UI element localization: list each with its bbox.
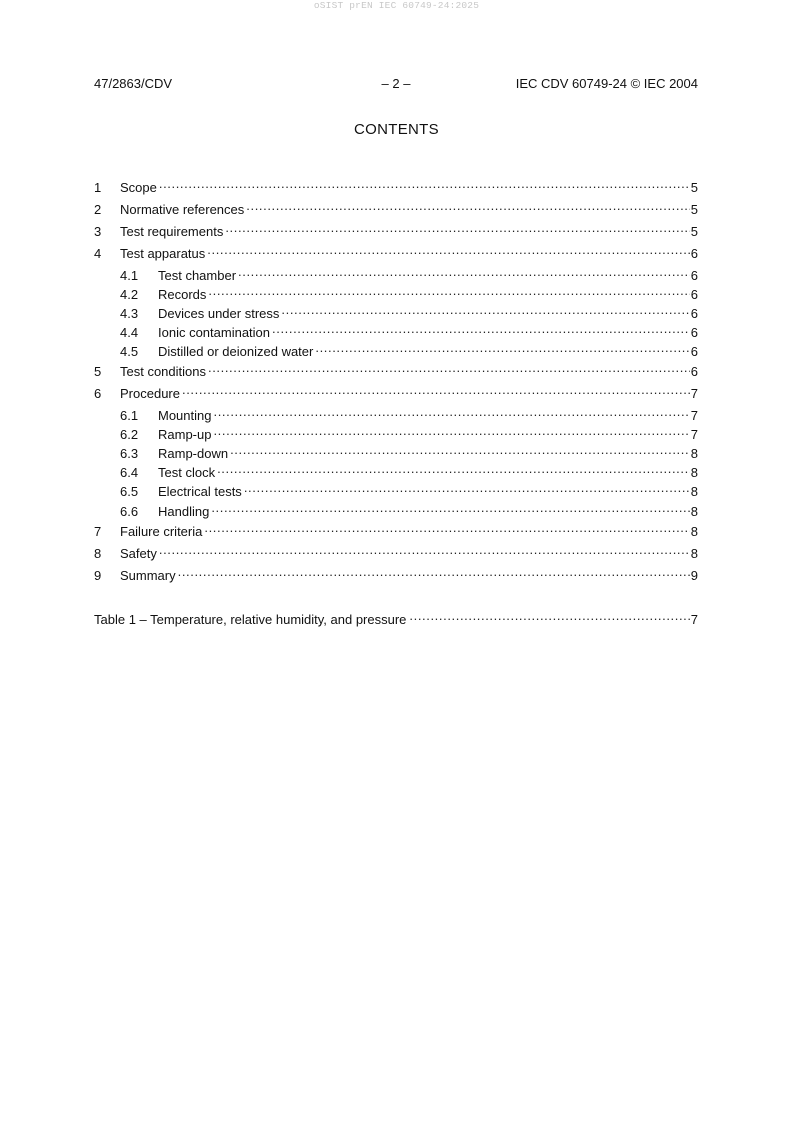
toc-entry-title: Summary: [120, 568, 176, 583]
toc-entry-page: 8: [690, 465, 698, 480]
toc-entry-page: 8: [690, 484, 698, 499]
toc-dot-leader: [208, 283, 689, 299]
toc-entry[interactable]: [120, 340, 698, 359]
toc-entry-page: 5: [690, 202, 698, 217]
toc-entry[interactable]: [120, 283, 698, 302]
toc-entry-title: Handling: [158, 504, 210, 519]
toc-entry-page: 8: [690, 524, 698, 539]
toc-entry-number: 8: [94, 546, 102, 561]
toc-dot-leader: [315, 340, 689, 356]
page-number: – 2 –: [381, 76, 411, 91]
toc-entry-title: Safety: [120, 546, 157, 561]
toc-dot-leader: [204, 520, 689, 536]
toc-dot-leader: [159, 542, 690, 558]
toc-entry-title: Test conditions: [120, 364, 206, 379]
toc-entry-page: 7: [690, 386, 698, 401]
toc-entry[interactable]: [120, 500, 698, 519]
toc-entry-number: 6.5: [120, 484, 139, 499]
toc-entry[interactable]: [94, 382, 698, 401]
toc-entry[interactable]: [120, 461, 698, 480]
toc-entry[interactable]: [120, 321, 698, 340]
toc-entry-page: 8: [690, 504, 698, 519]
toc-entry-title: Test requirements: [120, 224, 224, 239]
toc-entry-number: 6.3: [120, 446, 139, 461]
toc-dot-leader: [217, 461, 690, 477]
toc-entry-page: 7: [690, 427, 698, 442]
toc-entry-title: Devices under stress: [158, 306, 280, 321]
toc-entry-page: 6: [690, 344, 698, 359]
toc-entry-number: 9: [94, 568, 102, 583]
toc-entry[interactable]: [94, 220, 698, 239]
toc-entry[interactable]: [94, 360, 698, 379]
toc-entry-number: 4.1: [120, 268, 139, 283]
toc-entry[interactable]: [120, 302, 698, 321]
toc-entry[interactable]: [120, 404, 698, 423]
toc-dot-leader: [213, 423, 689, 439]
toc-entry[interactable]: [120, 423, 698, 442]
contents-heading: CONTENTS: [354, 121, 439, 138]
toc-dot-leader: [211, 500, 689, 516]
table-list-entry[interactable]: [94, 608, 698, 627]
toc-entry-title: Scope: [120, 180, 157, 195]
toc-dot-leader: [230, 442, 690, 458]
toc-dot-leader: [178, 564, 690, 580]
toc-entry-number: 4: [94, 246, 102, 261]
toc-entry-number: 2: [94, 202, 102, 217]
toc-entry-number: 6.6: [120, 504, 139, 519]
toc-entry-page: 6: [690, 364, 698, 379]
toc-entry-number: 3: [94, 224, 102, 239]
toc-entry-number: 6.4: [120, 465, 139, 480]
toc-entry-title: Ionic contamination: [158, 325, 271, 340]
toc-entry-number: 6.2: [120, 427, 139, 442]
standard-copyright: IEC CDV 60749-24 © IEC 2004: [515, 76, 698, 91]
toc-dot-leader: [409, 608, 689, 624]
toc-entry-title: Test clock: [158, 465, 216, 480]
toc-entry-title: Test apparatus: [120, 246, 206, 261]
toc-entry-page: 9: [690, 568, 698, 583]
toc-dot-leader: [213, 404, 689, 420]
toc-entry-page: 8: [690, 446, 698, 461]
toc-entry[interactable]: [94, 542, 698, 561]
watermark: oSIST prEN IEC 60749-24:2025: [313, 0, 480, 11]
toc-entry[interactable]: [94, 242, 698, 261]
toc-entry-page: 8: [690, 546, 698, 561]
toc-entry-title: Ramp-down: [158, 446, 229, 461]
toc-dot-leader: [281, 302, 689, 318]
toc-dot-leader: [246, 198, 689, 214]
toc-entry-number: 1: [94, 180, 102, 195]
toc-entry-page: 6: [690, 287, 698, 302]
table-entry-page: 7: [690, 612, 698, 627]
toc-dot-leader: [207, 242, 689, 258]
toc-entry[interactable]: [94, 520, 698, 539]
toc-entry[interactable]: [94, 176, 698, 195]
toc-entry-title: Failure criteria: [120, 524, 203, 539]
table-entry-title: Table 1 – Temperature, relative humidity, and pressure: [94, 612, 407, 627]
toc-entry-title: Electrical tests: [158, 484, 242, 499]
toc-entry-title: Procedure: [120, 386, 180, 401]
toc-entry[interactable]: [120, 480, 698, 499]
toc-dot-leader: [238, 264, 690, 280]
toc-entry-title: Test chamber: [158, 268, 237, 283]
toc-entry-title: Records: [158, 287, 207, 302]
toc-entry-title: Mounting: [158, 408, 212, 423]
toc-entry-number: 4.4: [120, 325, 139, 340]
toc-dot-leader: [159, 176, 690, 192]
toc-entry-number: 4.3: [120, 306, 139, 321]
toc-entry-title: Normative references: [120, 202, 245, 217]
toc-entry-number: 6.1: [120, 408, 139, 423]
toc-entry-page: 6: [690, 246, 698, 261]
toc-entry[interactable]: [94, 564, 698, 583]
toc-entry-page: 6: [690, 325, 698, 340]
document-reference: 47/2863/CDV: [94, 76, 173, 91]
toc-entry-number: 7: [94, 524, 102, 539]
toc-entry-page: 7: [690, 408, 698, 423]
toc-entry-page: 6: [690, 306, 698, 321]
toc-entry-number: 6: [94, 386, 102, 401]
toc-entry[interactable]: [120, 264, 698, 283]
toc-entry[interactable]: [94, 198, 698, 217]
toc-entry-page: 6: [690, 268, 698, 283]
toc-dot-leader: [225, 220, 689, 236]
toc-entry[interactable]: [120, 442, 698, 461]
toc-entry-number: 5: [94, 364, 102, 379]
toc-dot-leader: [272, 321, 690, 337]
toc-entry-page: 5: [690, 224, 698, 239]
toc-entry-number: 4.2: [120, 287, 139, 302]
toc-entry-title: Distilled or deionized water: [158, 344, 314, 359]
toc-entry-number: 4.5: [120, 344, 139, 359]
toc-dot-leader: [208, 360, 690, 376]
toc-dot-leader: [244, 480, 690, 496]
page-header: [94, 76, 698, 92]
toc-entry-title: Ramp-up: [158, 427, 212, 442]
toc-dot-leader: [182, 382, 690, 398]
toc-entry-page: 5: [690, 180, 698, 195]
